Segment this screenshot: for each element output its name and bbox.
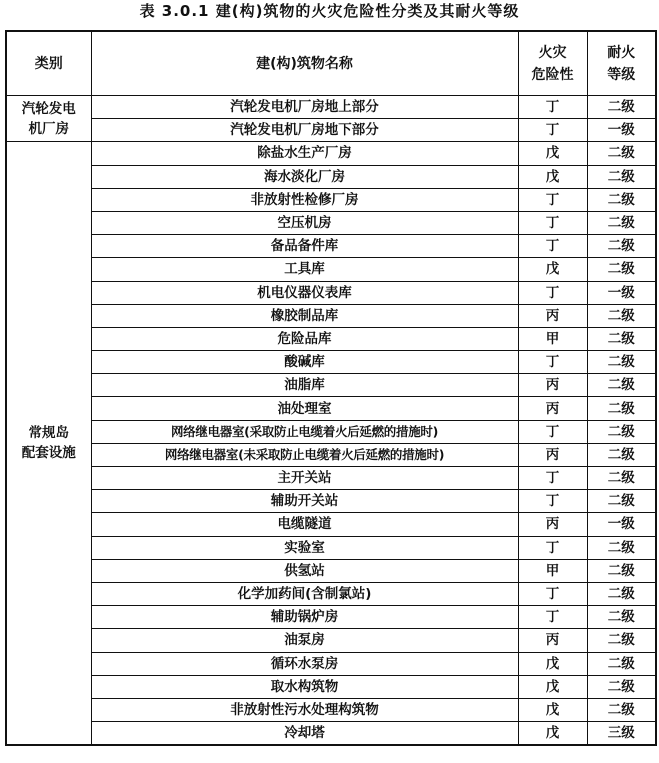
header-fire-hazard: 火灾 危险性 <box>518 31 587 96</box>
fire-rating-cell: 一级 <box>587 513 656 536</box>
table-row <box>6 490 656 513</box>
category-cell: 常规岛 配套设施 <box>6 142 91 745</box>
building-name-cell: 工具库 <box>91 258 518 281</box>
fire-hazard-cell: 甲 <box>518 559 587 582</box>
category-cell: 汽轮发电 机厂房 <box>6 96 91 142</box>
fire-rating-cell: 二级 <box>587 374 656 397</box>
building-name-cell: 主开关站 <box>91 467 518 490</box>
fire-hazard-cell: 戊 <box>518 698 587 721</box>
fire-hazard-cell: 戊 <box>518 165 587 188</box>
table-row <box>6 559 656 582</box>
table-row <box>6 629 656 652</box>
building-name-cell: 汽轮发电机厂房地下部分 <box>91 119 518 142</box>
fire-hazard-cell: 丙 <box>518 374 587 397</box>
table-row <box>6 606 656 629</box>
fire-rating-cell: 二级 <box>587 304 656 327</box>
table-row <box>6 119 656 142</box>
building-name-cell: 供氢站 <box>91 559 518 582</box>
table-row <box>6 722 656 746</box>
building-name-cell: 油处理室 <box>91 397 518 420</box>
building-name-cell: 冷却塔 <box>91 722 518 746</box>
fire-hazard-cell: 甲 <box>518 327 587 350</box>
table-row <box>6 420 656 443</box>
table-row <box>6 165 656 188</box>
fire-rating-cell: 二级 <box>587 490 656 513</box>
fire-rating-cell: 二级 <box>587 96 656 119</box>
fire-hazard-cell: 丁 <box>518 351 587 374</box>
building-name-cell: 危险品库 <box>91 327 518 350</box>
building-name-cell: 电缆隧道 <box>91 513 518 536</box>
building-name-cell: 网络继电器室(未采取防止电缆着火后延燃的措施时) <box>91 443 518 466</box>
fire-hazard-cell: 丁 <box>518 188 587 211</box>
fire-rating-cell: 二级 <box>587 327 656 350</box>
building-name-cell: 备品备件库 <box>91 235 518 258</box>
table-row <box>6 351 656 374</box>
building-name-cell: 非放射性检修厂房 <box>91 188 518 211</box>
fire-rating-cell: 二级 <box>587 582 656 605</box>
table-row <box>6 698 656 721</box>
table-row <box>6 582 656 605</box>
table-row <box>6 652 656 675</box>
fire-hazard-cell: 丁 <box>518 490 587 513</box>
fire-hazard-cell: 丁 <box>518 606 587 629</box>
fire-rating-cell: 三级 <box>587 722 656 746</box>
fire-hazard-cell: 丁 <box>518 420 587 443</box>
header-row <box>6 31 656 96</box>
header-category: 类别 <box>6 31 91 96</box>
building-name-cell: 除盐水生产厂房 <box>91 142 518 165</box>
fire-rating-cell: 二级 <box>587 675 656 698</box>
building-name-cell: 非放射性污水处理构筑物 <box>91 698 518 721</box>
fire-hazard-cell: 丁 <box>518 467 587 490</box>
building-name-cell: 取水构筑物 <box>91 675 518 698</box>
table-row <box>6 188 656 211</box>
fire-rating-cell: 一级 <box>587 119 656 142</box>
table-row <box>6 675 656 698</box>
table-row <box>6 327 656 350</box>
building-name-cell: 海水淡化厂房 <box>91 165 518 188</box>
building-name-cell: 机电仪器仪表库 <box>91 281 518 304</box>
building-name-cell: 油脂库 <box>91 374 518 397</box>
fire-rating-cell: 二级 <box>587 351 656 374</box>
fire-hazard-cell: 戊 <box>518 142 587 165</box>
building-name-cell: 实验室 <box>91 536 518 559</box>
building-name-cell: 化学加药间(含制氯站) <box>91 582 518 605</box>
fire-hazard-cell: 丙 <box>518 513 587 536</box>
fire-hazard-cell: 戊 <box>518 258 587 281</box>
fire-hazard-cell: 丁 <box>518 96 587 119</box>
table-row <box>6 467 656 490</box>
fire-rating-cell: 二级 <box>587 606 656 629</box>
fire-rating-cell: 二级 <box>587 397 656 420</box>
fire-hazard-cell: 丁 <box>518 536 587 559</box>
fire-rating-cell: 二级 <box>587 536 656 559</box>
fire-rating-cell: 二级 <box>587 467 656 490</box>
table-row <box>6 374 656 397</box>
fire-rating-cell: 二级 <box>587 211 656 234</box>
fire-rating-cell: 二级 <box>587 188 656 211</box>
fire-rating-cell: 二级 <box>587 629 656 652</box>
building-name-cell: 油泵房 <box>91 629 518 652</box>
building-name-cell: 汽轮发电机厂房地上部分 <box>91 96 518 119</box>
fire-hazard-cell: 丁 <box>518 281 587 304</box>
table-row <box>6 211 656 234</box>
table-row <box>6 96 656 119</box>
building-name-cell: 橡胶制品库 <box>91 304 518 327</box>
fire-hazard-cell: 丙 <box>518 304 587 327</box>
fire-rating-cell: 一级 <box>587 281 656 304</box>
fire-rating-cell: 二级 <box>587 443 656 466</box>
building-name-cell: 网络继电器室(采取防止电缆着火后延燃的措施时) <box>91 420 518 443</box>
fire-hazard-cell: 丁 <box>518 582 587 605</box>
table-row <box>6 397 656 420</box>
table-row <box>6 142 656 165</box>
table-row <box>6 536 656 559</box>
fire-hazard-cell: 丁 <box>518 235 587 258</box>
table-row <box>6 443 656 466</box>
fire-rating-cell: 二级 <box>587 142 656 165</box>
table-row <box>6 304 656 327</box>
building-name-cell: 酸碱库 <box>91 351 518 374</box>
table-body <box>6 96 656 746</box>
fire-hazard-cell: 丙 <box>518 443 587 466</box>
header-building-name: 建(构)筑物名称 <box>91 31 518 96</box>
fire-hazard-cell: 丙 <box>518 397 587 420</box>
building-name-cell: 循环水泵房 <box>91 652 518 675</box>
building-name-cell: 辅助锅炉房 <box>91 606 518 629</box>
table-row <box>6 258 656 281</box>
building-name-cell: 辅助开关站 <box>91 490 518 513</box>
fire-hazard-cell: 戊 <box>518 722 587 746</box>
fire-rating-cell: 二级 <box>587 235 656 258</box>
fire-rating-cell: 二级 <box>587 420 656 443</box>
fire-hazard-cell: 丁 <box>518 119 587 142</box>
building-name-cell: 空压机房 <box>91 211 518 234</box>
table-caption: 表 3.0.1 建(构)筑物的火灾危险性分类及其耐火等级 <box>139 2 520 20</box>
table-row <box>6 235 656 258</box>
fire-rating-cell: 二级 <box>587 652 656 675</box>
fire-rating-cell: 二级 <box>587 165 656 188</box>
fire-hazard-cell: 戊 <box>518 675 587 698</box>
fire-hazard-table <box>5 30 657 746</box>
table-row <box>6 281 656 304</box>
table-row <box>6 513 656 536</box>
fire-rating-cell: 二级 <box>587 698 656 721</box>
fire-hazard-cell: 戊 <box>518 652 587 675</box>
header-fire-rating: 耐火 等级 <box>587 31 656 96</box>
fire-hazard-cell: 丙 <box>518 629 587 652</box>
fire-rating-cell: 二级 <box>587 559 656 582</box>
fire-rating-cell: 二级 <box>587 258 656 281</box>
fire-hazard-cell: 丁 <box>518 211 587 234</box>
